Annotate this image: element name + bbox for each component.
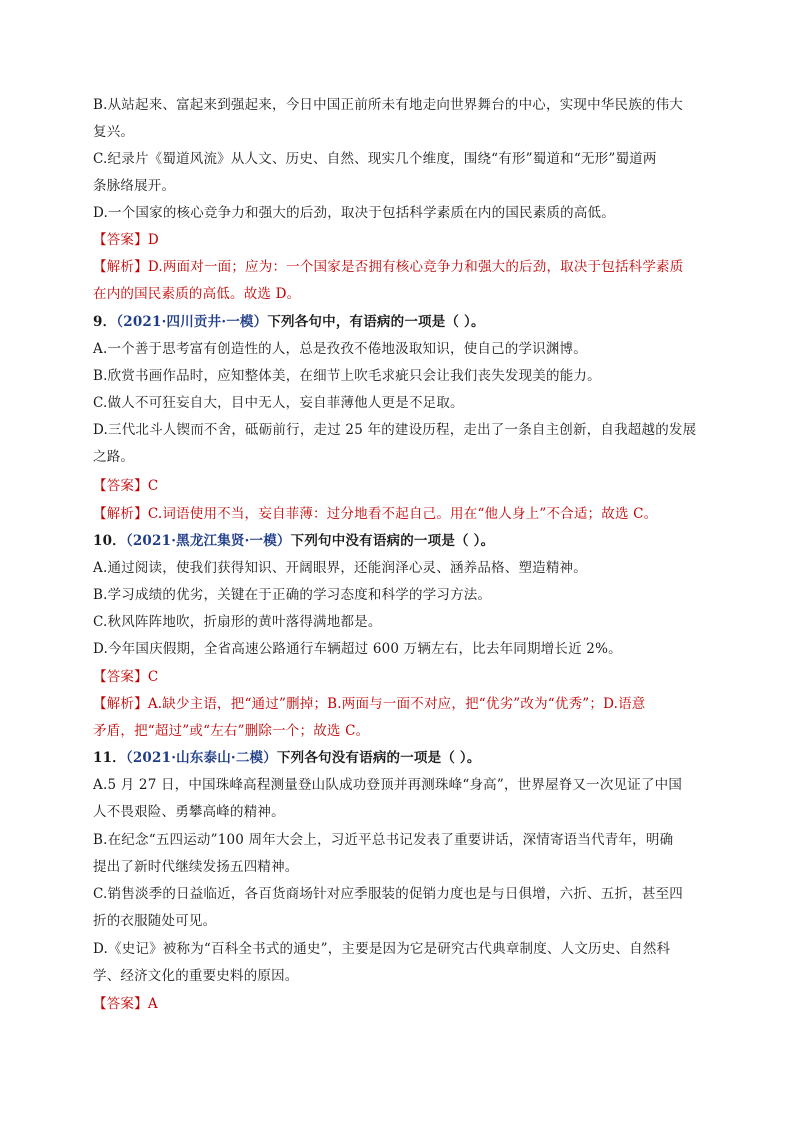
q11-option-d-line2: 学、经济文化的重要史料的原因。 xyxy=(93,968,299,984)
q8-explanation-line1 xyxy=(93,258,713,276)
q8-answer-line xyxy=(93,231,713,249)
q8-option-c-line2: 条脉络展开。 xyxy=(93,178,176,194)
q11-answer-tag: 【答案】 xyxy=(93,996,148,1012)
q10-source: （2021·黑龙江集贤·一模） xyxy=(125,533,291,549)
q10-answer-tag: 【答案】 xyxy=(93,669,148,685)
q11-option-a-line2: 人不畏艰险、勇攀高峰的精神。 xyxy=(93,804,285,820)
q11-source: （2021·山东泰山·二模） xyxy=(125,750,277,766)
q9-option-c: C.做人不可狂妄自大，目中无人，妄自菲薄他人更是不足取。 xyxy=(93,395,464,411)
q9-option-a: A.一个善于思考富有创造性的人，总是孜孜不倦地汲取知识，使自己的学识渊博。 xyxy=(93,341,587,357)
q8-option-b-line2: 复兴。 xyxy=(93,124,135,140)
q11-number: 11． xyxy=(93,750,126,766)
q11-stem-text: 下列各句没有语病的一项是（ ）。 xyxy=(276,750,481,766)
q9-stem-text: 下列各句中，有语病的一项是（ ）。 xyxy=(267,314,485,330)
q9-number: 9． xyxy=(93,314,117,330)
q8-option-d: D.一个国家的核心竞争力和强大的后劲，取决于包括科学素质在内的国民素质的高低。 xyxy=(93,205,615,221)
q10-explanation-line2: 矛盾，把“超过”或“左右”删除一个；故选 C。 xyxy=(93,723,370,739)
q9-answer: C xyxy=(147,478,159,494)
q10-stem-text: 下列句中没有语病的一项是（ ）。 xyxy=(290,533,495,549)
q10-answer: C xyxy=(147,669,159,685)
q9-option-b: B.欣赏书画作品时，应知整体美，在细节上吹毛求疵只会让我们丧失发现美的能力。 xyxy=(93,368,601,384)
q10-answer-line xyxy=(93,668,713,686)
q10-number: 10． xyxy=(93,533,126,549)
q8-option-b-line1: B.从站起来、富起来到强起来，今日中国正前所未有地走向世界舞台的中心，实现中华民族的伟大 xyxy=(93,97,684,113)
q8-answer-tag: 【答案】 xyxy=(93,232,148,248)
q9-expl-text1: C.词语使用不当，妄自菲薄：过分地看不起自己。用在“他人身上”不合适；故选 C。 xyxy=(147,506,658,522)
q9-option-d-line2: 之路。 xyxy=(93,449,135,465)
q11-stem xyxy=(93,749,713,767)
q10-option-c: C.秋风阵阵地吹，折扇形的黄叶落得满地都是。 xyxy=(93,614,382,630)
q8-answer: D xyxy=(147,232,159,248)
q10-explanation-line1 xyxy=(93,695,713,713)
q8-option-c-line1: C.纪录片《蜀道风流》从人文、历史、自然、现实几个维度，围绕“有形”蜀道和“无形”蜀道两 xyxy=(93,151,657,167)
q10-option-a: A.通过阅读，使我们获得知识、开阔眼界，还能润泽心灵、涵养品格、塑造精神。 xyxy=(93,560,587,576)
q10-expl-text1: A.缺少主语，把“通过”删掉；B.两面与一面不对应，把“优劣”改为“优秀”；D.语意 xyxy=(147,696,646,712)
q11-option-c-line1: C.销售淡季的日益临近，各百货商场针对应季服装的促销力度也是与日俱增，六折、五折，甚至四 xyxy=(93,886,683,902)
q10-expl-tag: 【解析】 xyxy=(93,696,148,712)
q10-option-d: D.今年国庆假期，全省高速公路通行车辆超过 600 万辆左右，比去年同期增长近 2%。 xyxy=(93,641,622,657)
q11-answer: A xyxy=(147,996,158,1012)
q9-source: （2021·四川贡井·一模） xyxy=(116,314,268,330)
q8-explanation-line2: 在内的国民素质的高低。故选 D。 xyxy=(93,286,301,302)
q11-option-b-line1: B.在纪念“五四运动”100 周年大会上，习近平总书记发表了重要讲话，深情寄语当代青年，明确 xyxy=(93,832,674,848)
q8-expl-tag: 【解析】 xyxy=(93,259,148,275)
q9-answer-tag: 【答案】 xyxy=(93,478,148,494)
q10-stem xyxy=(93,532,713,550)
q9-explanation-line1 xyxy=(93,505,713,523)
q11-option-b-line2: 提出了新时代继续发扬五四精神。 xyxy=(93,859,299,875)
q11-answer-line xyxy=(93,995,713,1013)
q11-option-a-line1: A.5 月 27 日，中国珠峰高程测量登山队成功登顶并再测珠峰“身高”，世界屋脊又一次见证了中国 xyxy=(93,777,683,793)
q11-option-c-line2: 折的衣服随处可见。 xyxy=(93,913,217,929)
q9-answer-line xyxy=(93,477,713,495)
q10-option-b: B.学习成绩的优劣，关键在于正确的学习态度和科学的学习方法。 xyxy=(93,587,492,603)
q9-expl-tag: 【解析】 xyxy=(93,506,148,522)
q8-expl-text1: D.两面对一面；应为：一个国家是否拥有核心竞争力和强大的后劲，取决于包括科学素质 xyxy=(147,259,684,275)
q9-stem xyxy=(93,313,713,331)
q11-option-d-line1: D.《史记》被称为“百科全书式的通史”，主要是因为它是研究古代典章制度、人文历史、自然科 xyxy=(93,941,671,957)
q9-option-d-line1: D.三代北斗人锲而不舍，砥砺前行，走过 25 年的建设历程，走出了一条自主创新，自我超越的发展 xyxy=(93,422,697,438)
